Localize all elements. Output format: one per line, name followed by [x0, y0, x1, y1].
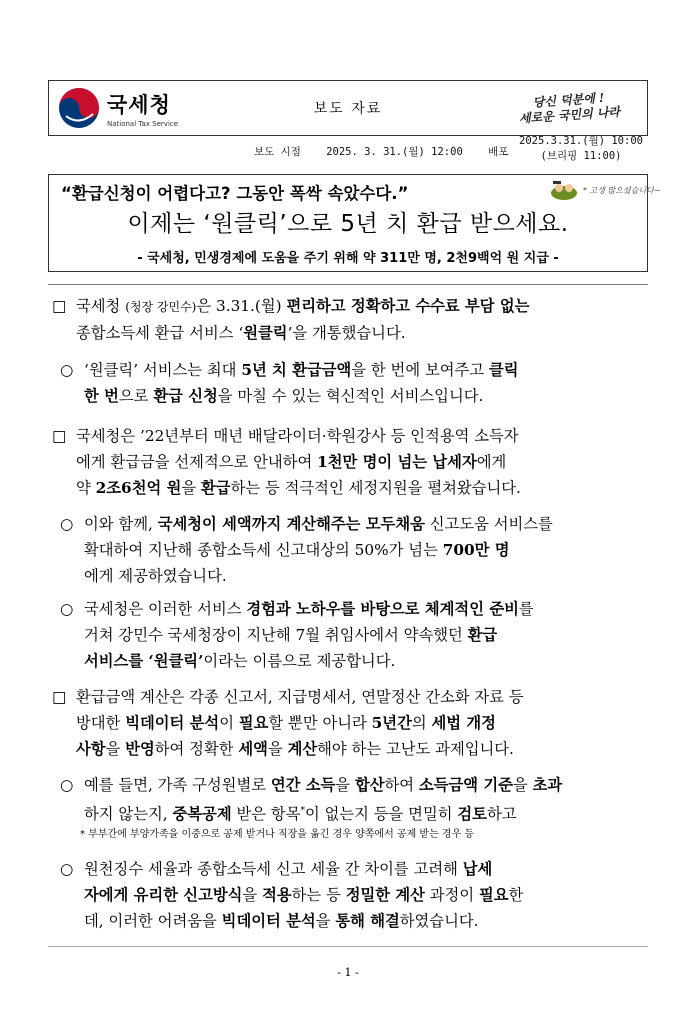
slogan-line-1: 당신 덕분에 !	[532, 90, 605, 110]
text-span: 한	[508, 886, 524, 904]
text-span: 방대한	[76, 714, 126, 732]
taegeuk-emblem-icon	[57, 86, 101, 130]
circle-bullet: ○	[60, 600, 74, 618]
text-line: 국세청은 ’22년부터 매년 배달라이더·학원강사 등 인적용역 소득자	[76, 427, 519, 445]
text-span: 에게	[476, 453, 507, 471]
text-span: 중복공제	[172, 805, 232, 824]
circle-bullet: ○	[60, 361, 74, 379]
text-span: 예를 들면, 가족 구성원별로	[84, 776, 271, 794]
text-span: 은 3.31.(월)	[196, 297, 287, 315]
text-span: 원클릭	[243, 324, 288, 342]
text-span: 할 뿐만 아니라	[268, 714, 372, 732]
org-name: 국세청	[107, 92, 171, 117]
text-span: 을	[181, 479, 202, 497]
paragraph-4	[60, 511, 553, 589]
headline-main: 이제는 ‘원클릭’으로 5년 치 환급 받으세요.	[127, 211, 569, 237]
slogan	[495, 76, 648, 140]
text-span: 을	[242, 886, 263, 904]
text-span: 환급 신청	[153, 387, 218, 405]
text-line: 에게 제공하였습니다.	[84, 567, 227, 585]
circle-bullet: ○	[60, 515, 74, 533]
text-span: 를	[518, 600, 534, 618]
text-span: 환급	[467, 626, 498, 644]
text-span: 확대하여 지난해 종합소득세 신고대상의 50%가 넘는	[84, 541, 443, 559]
square-bullet: □	[52, 427, 67, 445]
footer-divider	[48, 946, 648, 947]
text-span: 검토	[457, 805, 487, 824]
distribution-value: 2025.3.31.(월) 10:00	[519, 135, 643, 147]
release-label: 보도 시점	[254, 146, 301, 158]
text-span: 하였습니다.	[399, 912, 479, 930]
text-span: 사항	[76, 740, 106, 758]
text-span: 하는 등	[291, 886, 346, 904]
text-span: 하여 정확한	[154, 740, 239, 758]
text-span: 반영	[125, 740, 155, 758]
circle-bullet: ○	[60, 776, 74, 794]
square-bullet: □	[52, 688, 67, 706]
headline-subtitle: - 국세청, 민생경제에 도움을 주기 위해 약 311만 명, 2천9백억 원 지급 -	[137, 251, 559, 266]
text-span: 적용	[262, 886, 292, 904]
text-span: 국세청은 이러한 서비스	[84, 600, 247, 618]
text-span: 정밀한 계산	[345, 886, 425, 904]
text-span: 통해 해결	[335, 912, 400, 930]
text-span: 5년 치 환급금액	[241, 361, 352, 379]
text-span: 초과	[532, 776, 563, 794]
slogan-line-2: 세로운 국민의 나라	[518, 104, 621, 126]
text-span: 에게 환급금을 선제적으로 안내하여	[76, 453, 318, 471]
headline-quote: “환급신청이 어렵다고? 그동안 폭싹 속았수다.”	[61, 184, 409, 203]
release-value: 2025. 3. 31.(월) 12:00	[326, 146, 463, 158]
text-span: 거쳐 강민수 국세청장이 지난해 7월 취임사에서 약속했던	[84, 626, 468, 644]
text-span: 경험과 노하우를 바탕으로 체계적인 준비	[246, 600, 519, 618]
text-line: 환급금액 계산은 각종 신고서, 지급명세서, 연말정산 간소화 자료 등	[76, 688, 524, 706]
text-span: 5년간	[371, 714, 412, 732]
paragraph-2	[60, 357, 519, 409]
text-span: 하는 등 적극적인 세정지원을 펼쳐왔습니다.	[230, 479, 521, 497]
text-span: 의	[411, 714, 432, 732]
text-span: 환급	[201, 479, 231, 497]
text-span: 을	[105, 740, 126, 758]
text-span: 으로	[118, 387, 154, 405]
text-span: 을	[315, 912, 336, 930]
text-span: 종합소득세 환급 서비스 ‘	[76, 324, 244, 342]
text-span: 하지 않는지,	[84, 805, 173, 824]
text-span: 약	[76, 479, 96, 497]
text-span: 을 마칠 수 있는 혁신적인 서비스입니다.	[217, 387, 484, 405]
text-span: 을	[335, 776, 355, 794]
press-release-header	[48, 80, 648, 136]
text-span: 국세청	[76, 297, 126, 315]
text-span: 편리하고 정확하고 수수료 부담 없는	[286, 297, 530, 315]
text-span: 한 번	[84, 387, 119, 405]
org-name-en: National Tax Service	[107, 119, 179, 128]
nts-logo	[49, 81, 199, 135]
square-bullet: □	[52, 297, 67, 315]
circle-bullet: ○	[60, 860, 74, 878]
text-span: 과정이	[424, 886, 479, 904]
text-span: 빅데이터 분석	[221, 912, 316, 930]
text-span: 서비스를 ‘원클릭’	[84, 652, 204, 670]
paragraph-6	[52, 684, 524, 762]
doc-type: 보도 자료	[313, 101, 383, 117]
text-span: 받은 항목	[231, 805, 301, 824]
paragraph-3	[52, 423, 521, 501]
text-span: 국세청이 세액까지 계산해주는 모두채움	[157, 515, 425, 533]
section-divider	[48, 284, 648, 286]
text-span: 세법 개정	[431, 714, 496, 732]
drama-character-icon	[549, 179, 579, 201]
distribution-label: 배포	[488, 146, 509, 158]
paragraph-1	[52, 293, 529, 346]
text-span: 1천만 명이 넘는 납세자	[317, 453, 477, 471]
text-span: 하고	[486, 805, 517, 824]
text-span: 700만 명	[442, 541, 510, 559]
text-span: 빅데이터 분석	[125, 714, 220, 732]
paragraph-5	[60, 596, 534, 674]
icon-caption: * 고생 많으셨습니다~	[583, 186, 661, 195]
text-span: 이라는 이름으로 제공합니다.	[203, 652, 396, 670]
text-span: 원천징수 세율과 종합소득세 신고 세율 간 차이를 고려해	[84, 860, 463, 878]
text-span: 을 한 번에 보여주고	[351, 361, 489, 379]
text-span: 이	[219, 714, 239, 732]
text-span: 이와 함께,	[84, 515, 158, 533]
text-span: 합산	[354, 776, 385, 794]
text-span: (청장 강민수)	[125, 300, 197, 314]
text-span: 을	[267, 740, 288, 758]
text-span: 을	[512, 776, 533, 794]
text-span: ‘원클릭’ 서비스는 최대	[84, 361, 242, 379]
text-span: ’을 개통했습니다.	[287, 324, 406, 342]
headline-box	[48, 174, 661, 272]
text-span: 하여	[384, 776, 419, 794]
text-span: 이 없는지 등을 면밀히	[304, 805, 458, 824]
paragraph-7	[60, 772, 562, 827]
text-span: 연간 소득	[270, 776, 336, 794]
text-span: 신고도움 서비스를	[424, 515, 553, 533]
footnote-marker: *	[300, 806, 305, 816]
text-span: 필요	[478, 886, 509, 904]
text-span: 납세	[462, 860, 493, 878]
text-span: 자에게 유리한 신고방식	[84, 886, 243, 904]
text-span: 계산	[287, 740, 318, 758]
text-span: 필요	[238, 714, 269, 732]
text-span: 데, 이러한 어려움을	[84, 912, 222, 930]
text-span: 클릭	[488, 361, 519, 379]
footnote: * 부부간에 부양가족을 이중으로 공제 받거나 직장을 옮긴 경우 양쪽에서 공제 받는 경우 등	[80, 829, 475, 840]
paragraph-8	[60, 856, 523, 934]
page-number: - 1 -	[337, 966, 359, 979]
briefing-time: (브리핑 11:00)	[540, 149, 622, 162]
text-span: 해야 하는 고난도 과제입니다.	[317, 740, 514, 758]
text-span: 세액	[238, 740, 268, 758]
text-span: 소득금액 기준	[418, 776, 513, 794]
text-span: 2조6천억 원	[95, 479, 182, 497]
